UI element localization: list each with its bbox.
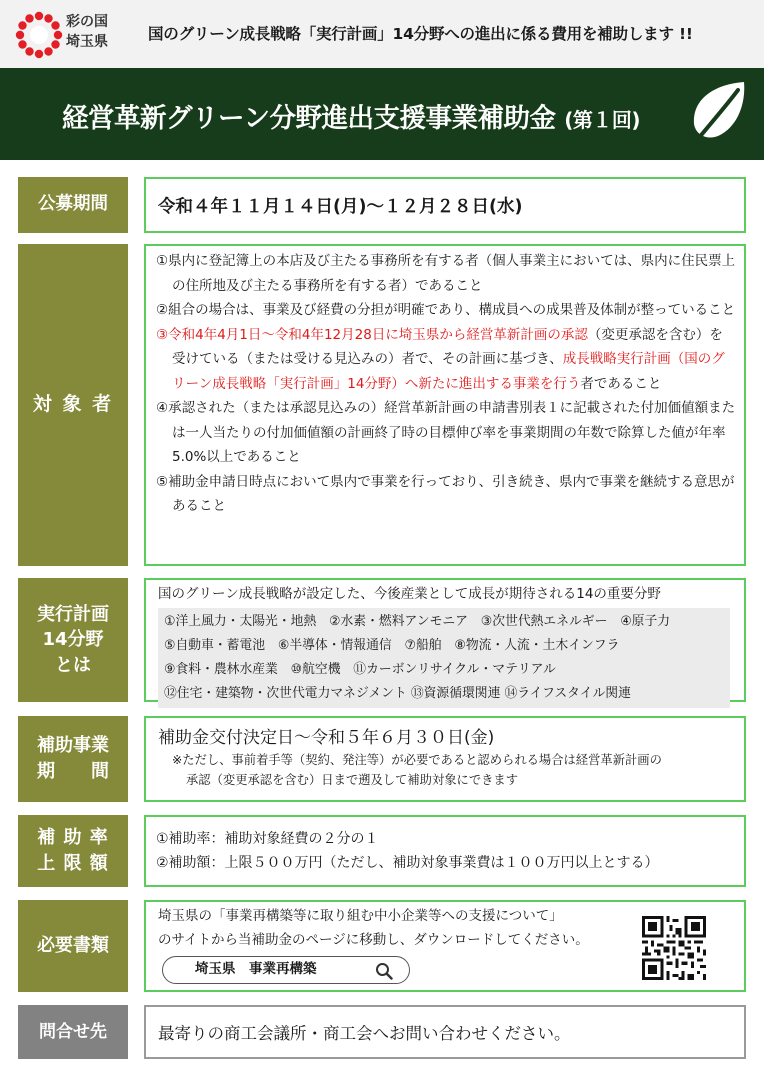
page-title-round: (第１回) <box>564 108 640 132</box>
fields-box <box>144 578 746 702</box>
target-item-3-num: ③ <box>156 326 169 343</box>
fields-label-line1: 実行計画 <box>37 604 109 626</box>
fields-label-line2: 14分野 <box>42 629 104 651</box>
qr-code-icon[interactable] <box>642 916 706 980</box>
target-item-5: ⑤補助金申請日時点において県内で事業を行っており、引き続き、県内で事業を継続する意思があること <box>156 473 735 514</box>
period-label: 公募期間 <box>18 177 128 233</box>
fields-list-line: ⑫住宅・建築物・次世代電力マネジメント ⑬資源循環関連 ⑭ライフスタイル関連 <box>164 686 631 701</box>
period-box <box>144 177 746 233</box>
rate-label-line1: 補 助 率 <box>37 826 109 848</box>
period-value: 令和４年１１月１４日(月)～１２月２８日(水) <box>158 197 523 217</box>
target-item-4: ④承認された（または承認見込みの）経営革新計画の申請書別表１に記載された付加価値額または一人当たりの付加価値額の計画終了時の目標伸び率を事業期間の年数で除算した値が年率5.0%以上であること <box>156 400 736 465</box>
fields-list <box>158 608 730 708</box>
contact-label: 問合せ先 <box>18 1005 128 1059</box>
top-bar <box>0 0 764 68</box>
subsidy-period-box <box>144 716 746 802</box>
fields-label <box>18 578 128 702</box>
prefecture-name <box>66 12 108 52</box>
target-box <box>144 244 746 566</box>
page-title <box>62 96 640 135</box>
rate-label <box>18 815 128 887</box>
search-icon <box>375 962 393 980</box>
rate-item-1: ①補助率：補助対象経費の２分の１ <box>156 831 379 847</box>
subsidy-period-value: 補助金交付決定日～令和５年６月３０日(金) <box>158 728 495 748</box>
rate-label-line2: 上 限 額 <box>37 853 109 874</box>
search-text: 埼玉県 事業再構築 <box>195 961 317 977</box>
title-band <box>0 68 764 160</box>
documents-box <box>144 900 746 992</box>
target-item-3-highlight-1: 令和4年4月1日～令和4年12月28日に埼玉県から経営革新計画の承認 <box>168 326 588 343</box>
target-item-3-middle: （変更承認を含む）を受けている（または受ける見込みの）者で、その計画に基づき、 <box>172 326 723 367</box>
leaf-icon <box>686 78 750 150</box>
documents-text-line1: 埼玉県の「事業再構築等に取り組む中小企業等への支援について」 <box>158 908 563 924</box>
target-item-3 <box>156 323 736 397</box>
target-item-3-end: 者であること <box>580 375 662 392</box>
subsidy-period-note-line1: ※ただし、事前着手等（契約、発注等）が必要であると認められる場合は経営革新計画の <box>172 753 662 767</box>
subsidy-period-note-line2: 承認（変更承認を含む）日まで遡及して補助対象にできます <box>186 773 519 787</box>
documents-text-line2: のサイトから当補助金のページに移動し、ダウンロードしてください。 <box>158 932 589 948</box>
target-label: 対 象 者 <box>18 244 128 566</box>
fields-intro: 国のグリーン成長戦略が設定した、今後産業として成長が期待される14の重要分野 <box>158 586 661 602</box>
target-item-2: ②組合の場合は、事業及び経費の分担が明確であり、構成員への成果普及体制が整っていること <box>156 302 736 318</box>
rate-box <box>144 815 746 887</box>
contact-value: 最寄りの商工会議所・商工会へお問い合わせください。 <box>158 1024 571 1043</box>
search-box[interactable] <box>162 956 410 984</box>
tagline: 国のグリーン成長戦略「実行計画」14分野への進出に係る費用を補助します !! <box>148 25 693 43</box>
subsidy-period-label-line2: 期 間 <box>37 761 109 782</box>
page-title-main: 経営革新グリーン分野進出支援事業補助金 <box>62 103 556 134</box>
target-item-1: ①県内に登記簿上の本店及び主たる事務所を有する者（個人事業主においては、県内に住民票上の住所地及び主たる事務所を有する者）であること <box>156 253 736 294</box>
contact-box <box>144 1005 746 1059</box>
prefecture-name-line2: 埼玉県 <box>66 34 108 50</box>
fields-list-line: ⑤自動車・蓄電池 ⑥半導体・情報通信 ⑦船舶 ⑧物流・人流・土木インフラ <box>164 638 620 653</box>
rate-item-2: ②補助額：上限５００万円（ただし、補助対象事業費は１００万円以上とする） <box>156 855 659 871</box>
prefecture-name-line1: 彩の国 <box>66 14 108 30</box>
fields-list-line: ⑨食料・農林水産業 ⑩航空機 ⑪カーボンリサイクル・マテリアル <box>164 662 556 677</box>
subsidy-period-label-line1: 補助事業 <box>37 734 109 756</box>
target-item-3-highlight-2: 成長戦略実行計画（国のグリーン成長戦略「実行計画」14分野）へ新たに進出する事業を行う <box>172 351 725 392</box>
fields-list-line: ①洋上風力・太陽光・地熱 ②水素・燃料アンモニア ③次世代熱エネルギー ④原子力 <box>164 614 671 629</box>
subsidy-period-label <box>18 716 128 802</box>
fields-label-line3: とは <box>55 654 91 676</box>
saitama-logo-icon <box>14 10 64 60</box>
documents-label: 必要書類 <box>18 900 128 992</box>
